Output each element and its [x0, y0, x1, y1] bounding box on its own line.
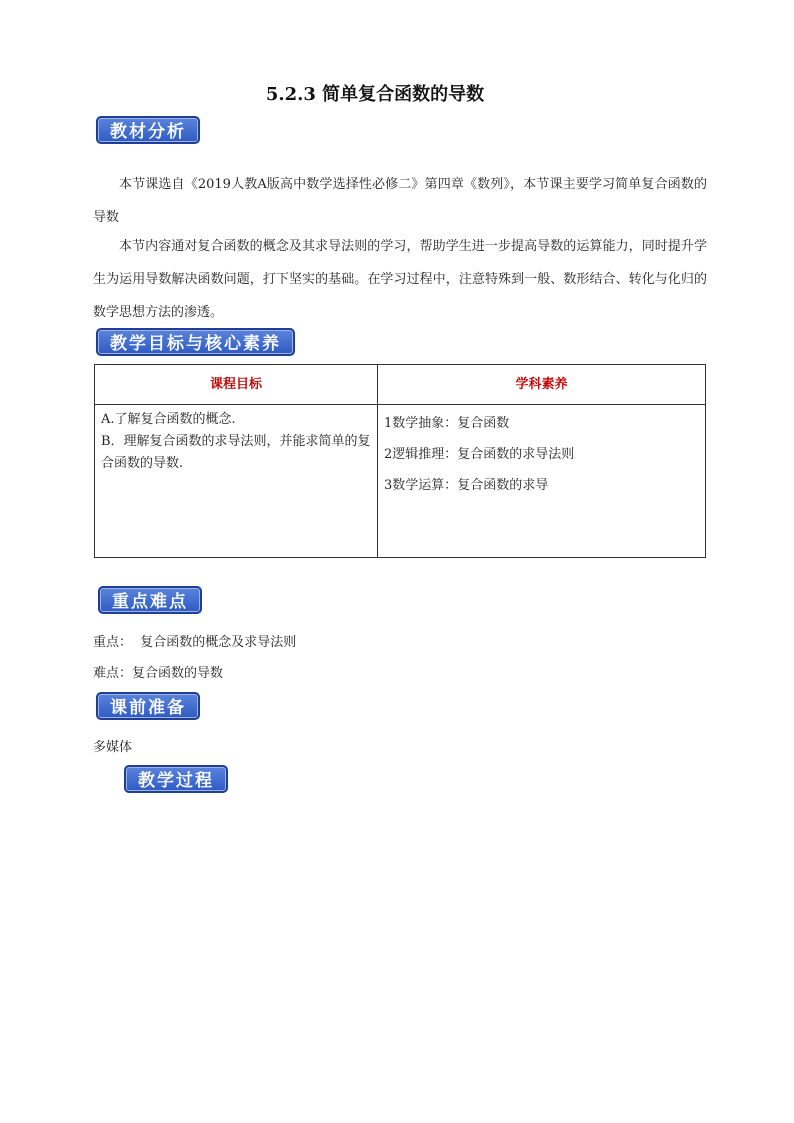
difficulty-text: 难点：复合函数的导数 [93, 666, 224, 681]
page-title: 5.2.3 简单复合函数的导数 [265, 84, 485, 105]
course-goal-a: A.了解复合函数的概念. [101, 412, 236, 427]
table-row [95, 405, 706, 558]
literacy-item-2: 2逻辑推理：复合函数的求导法则 [384, 447, 575, 462]
analysis-paragraph-2: 本节内容通对复合函数的概念及其求导法则的学习，帮助学生进一步提高导数的运算能力，同时提升学生为运用导数解决函数问题，打下坚实的基础。在学习过程中，注意特殊到一般、数形结合、转化与化归的数学思想方法的渗透。 [93, 239, 707, 320]
key-point-text: 重点： 复合函数的概念及求导法则 [93, 635, 297, 650]
section-badge-keypoints: 重点难点 [98, 586, 202, 614]
section-badge-goals: 教学目标与核心素养 [96, 328, 295, 356]
section-badge-prep: 课前准备 [96, 692, 200, 720]
table-header-row [95, 365, 706, 405]
section-badge-process: 教学过程 [124, 765, 228, 793]
course-goals-cell [95, 405, 378, 558]
analysis-paragraph-1: 本节课选自《2019人教A版高中数学选择性必修二》第四章《数列》，本节课主要学习简单复合函数的导数 [93, 177, 707, 225]
header-literacy: 学科素养 [378, 365, 706, 405]
literacy-cell [378, 405, 706, 558]
course-goal-b: B．理解复合函数的求导法则，并能求简单的复合函数的导数. [101, 434, 371, 471]
literacy-item-3: 3数学运算：复合函数的求导 [384, 478, 549, 493]
goals-table [94, 364, 706, 558]
header-course-goals: 课程目标 [95, 365, 378, 405]
literacy-item-1: 1数学抽象：复合函数 [384, 416, 510, 431]
section-badge-analysis: 教材分析 [96, 116, 200, 144]
prep-content: 多媒体 [93, 740, 133, 755]
